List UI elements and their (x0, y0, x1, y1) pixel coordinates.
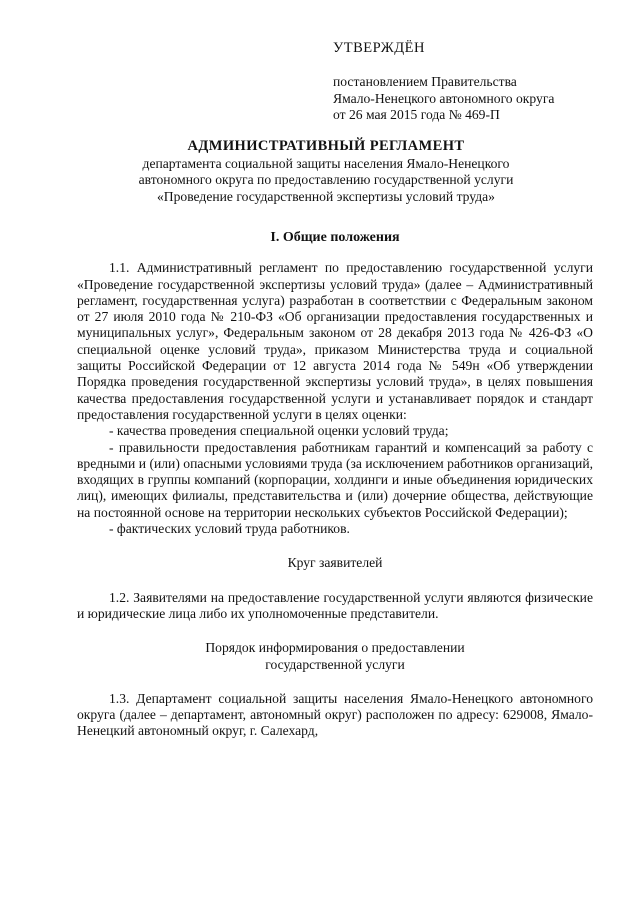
applicants-heading (77, 555, 593, 571)
bullet-item: - фактических условий труда работников. (109, 521, 350, 537)
document-heading: АДМИНИСТРАТИВНЫЙ РЕГЛАМЕНТ (187, 138, 465, 154)
paragraph-1-2: 1.2. Заявителями на предоставление государственной услуги являются физические и юридические лица либо их уполномоченные представители. (77, 589, 593, 621)
document-body (77, 230, 593, 740)
paragraph-1-1: 1.1. Административный регламент по предоставлению государственной услуги «Проведение государственной экспертизы условий труда» (далее – Административный регламент, государственная услуга) разработан в соответствии с Федеральным законом от 27 июля 2010 года № 210-ФЗ «Об организации предоставления государственных и муниципальных услуг», Федеральным законом от 28 декабря 2013 года № 426-ФЗ «О специальной оценке условий труда», приказом Министерства труда и социальной защиты Российской Федерации от 12 августа 2014 года № 549н «Об утверждении Порядка проведения государственной экспертизы условий труда», в целях повышения качества предоставления государственной услуги и устанавливает порядок и стандарт предоставления государственной услуги в целях оценки: (77, 260, 593, 422)
approval-line: Ямало-Ненецкого автономного округа (333, 90, 555, 106)
bullet-item: - качества проведения специальной оценки условий труда; (109, 423, 449, 439)
document-subtitle-line: департамента социальной защиты населения Ямало-Ненецкого (142, 156, 510, 171)
info-heading (77, 640, 593, 673)
bullet-item: - правильности предоставления работникам гарантий и компенсаций за работу с вредными и (или) опасными условиями труда (за исключением работников организаций, входящих в группы компаний (корпорации, холдинги и иные объединения юридических лиц), имеющих филиалы, представительства и (или) дочерние общества, действующие на постоянной основе на территории нескольких субъектов Российской Федерации); (77, 439, 593, 520)
paragraph-1-3: 1.3. Департамент социальной защиты населения Ямало-Ненецкого автономного округа (далее – департамент, автономный округ) расположен по адресу: 629008, Ямало-Ненецкий автономный округ, г. Салехард, (77, 690, 593, 739)
info-heading-line: государственной услуги (265, 656, 405, 672)
document-subtitle-line: автономного округа по предоставлению государственной услуги (138, 172, 514, 188)
info-heading-line: Порядок информирования о предоставлении (205, 640, 465, 656)
approval-line: от 26 мая 2015 года № 469-П (333, 106, 500, 122)
approval-block (333, 40, 623, 123)
approval-title: УТВЕРЖДЁН (333, 40, 425, 56)
document-subtitle-line: «Проведение государственной экспертизы условий труда» (157, 188, 495, 204)
section-heading: I. Общие положения (270, 230, 400, 245)
approval-line: постановлением Правительства (333, 74, 517, 90)
document-title-block (60, 138, 592, 205)
applicants-heading-text: Круг заявителей (287, 555, 383, 571)
